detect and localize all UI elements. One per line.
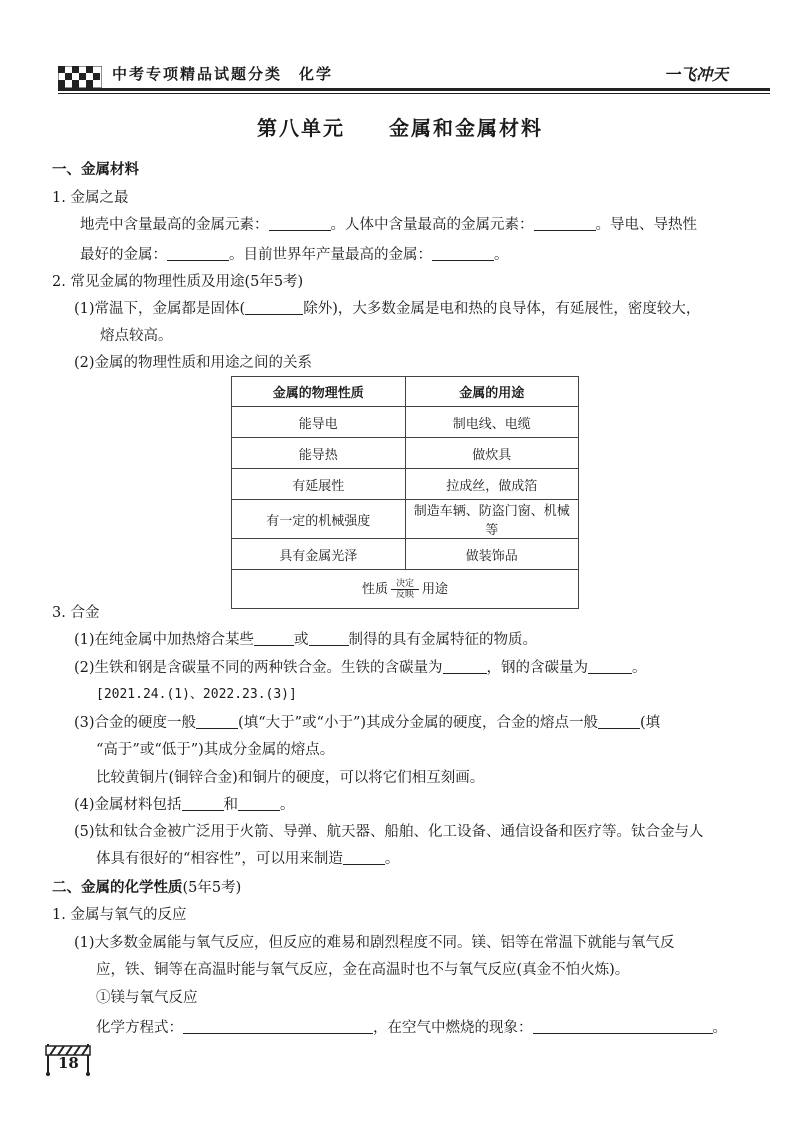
table-header-cell: 金属的物理性质 xyxy=(232,377,406,407)
item3-p3: (3)合金的硬度一般 (填“大于”或“小于”)其成分金属的硬度，合金的熔点一般 (填 xyxy=(74,715,661,731)
equation-line: 化学方程式： ，在空气中燃烧的现象： 。 xyxy=(96,1020,727,1036)
table-cell: 能导电 xyxy=(232,407,406,438)
item3-p5-cont: 体具有很好的“相容性”，可以用来制造 。 xyxy=(96,851,400,867)
table-header-row xyxy=(232,377,579,407)
table-cell: 做装饰品 xyxy=(405,539,579,570)
table-footer-cell: 性质 $\frac{\text{决定}}{\text{反映}}$ 用途 xyxy=(232,570,579,609)
table-row xyxy=(232,539,579,570)
table-cell: 制造车辆、防盗门窗、机械等 xyxy=(405,500,579,539)
section2-item1-p1-cont: 应，铁、铜等在高温时能与氧气反应，金在高温时也不与氧气反应(真金不怕火炼)。 xyxy=(96,962,630,978)
item3-title: 3. 合金 xyxy=(52,605,100,621)
table-header-cell: 金属的用途 xyxy=(405,377,579,407)
answer-blank[interactable] xyxy=(167,246,229,261)
brand-logo: 一飞冲天 xyxy=(664,65,729,84)
answer-blank[interactable] xyxy=(254,631,294,646)
item3-p3-cont: “高于”或“低于”)其成分金属的熔点。 xyxy=(96,742,335,758)
item3-p3-note: 比较黄铜片(铜锌合金)和铜片的硬度，可以将它们相互刻画。 xyxy=(96,770,485,786)
properties-table xyxy=(231,376,579,609)
table-cell: 做炊具 xyxy=(405,438,579,469)
table-cell: 能导热 xyxy=(232,438,406,469)
answer-blank[interactable] xyxy=(343,850,385,865)
item3-p4: (4)金属材料包括 和 。 xyxy=(74,797,295,813)
answer-blank[interactable] xyxy=(183,1019,373,1034)
header-rule xyxy=(58,88,770,91)
item1-line1: 地壳中含量最高的金属元素： 。人体中含量最高的金属元素： 。导电、导热性 xyxy=(80,217,697,233)
section1-heading: 一、金属材料 xyxy=(52,161,139,178)
table-row xyxy=(232,469,579,500)
table-row xyxy=(232,500,579,539)
answer-blank[interactable] xyxy=(269,216,331,231)
answer-blank[interactable] xyxy=(196,714,238,729)
table-cell: 拉成丝，做成箔 xyxy=(405,469,579,500)
table-cell: 有延展性 xyxy=(232,469,406,500)
item2-p1: (1)常温下，金属都是固体( 除外)，大多数金属是电和热的良导体，有延展性，密度较大， xyxy=(74,301,701,317)
header-checker-icon xyxy=(58,66,102,88)
page-number: 18 xyxy=(58,1054,79,1072)
answer-blank[interactable] xyxy=(432,246,494,261)
exam-reference: [2021.24.(1)、2022.23.(3)] xyxy=(96,687,297,702)
unit-title: 第八单元 金属和金属材料 xyxy=(257,116,543,140)
section2-item1-title: 1. 金属与氧气的反应 xyxy=(52,907,187,923)
answer-blank[interactable] xyxy=(182,796,224,811)
table-row xyxy=(232,438,579,469)
table-cell: 具有金属光泽 xyxy=(232,539,406,570)
section2-item1-p1: (1)大多数金属能与氧气反应，但反应的难易和剧烈程度不同。镁、铝等在常温下就能与氧气反 xyxy=(74,935,675,951)
answer-blank[interactable] xyxy=(598,714,640,729)
answer-blank[interactable] xyxy=(245,300,303,315)
table-cell: 有一定的机械强度 xyxy=(232,500,406,539)
item2-p1-cont: 熔点较高。 xyxy=(100,328,173,344)
answer-blank[interactable] xyxy=(443,659,487,674)
answer-blank[interactable] xyxy=(588,659,632,674)
item3-p1: (1)在纯金属中加热熔合某些 或 制得的具有金属特征的物质。 xyxy=(74,632,538,648)
header-rule-thin xyxy=(58,93,770,94)
item1-line2: 最好的金属： 。目前世界年产量最高的金属： 。 xyxy=(80,247,509,263)
item1-title: 1. 金属之最 xyxy=(52,190,129,206)
answer-blank[interactable] xyxy=(533,1019,713,1034)
magnesium-subitem: ①镁与氧气反应 xyxy=(96,990,198,1006)
relation-arrow: $\frac{\text{决定}}{\text{反映}}$ xyxy=(391,579,419,600)
table-footer-row xyxy=(232,570,579,609)
answer-blank[interactable] xyxy=(309,631,349,646)
item2-title: 2. 常见金属的物理性质及用途(5年5考) xyxy=(52,274,304,290)
item3-p5: (5)钛和钛合金被广泛用于火箭、导弹、航天器、船舶、化工设备、通信设备和医疗等。钛合金与人 xyxy=(74,824,704,840)
answer-blank[interactable] xyxy=(238,796,280,811)
section2-heading: 二、金属的化学性质(5年5考) xyxy=(52,879,242,896)
series-title: 中考专项精品试题分类 化学 xyxy=(112,65,334,83)
table-row xyxy=(232,407,579,438)
table-cell: 制电线、电缆 xyxy=(405,407,579,438)
item3-p2: (2)生铁和钢是含碳量不同的两种铁合金。生铁的含碳量为 ，钢的含碳量为 。 xyxy=(74,660,647,676)
answer-blank[interactable] xyxy=(534,216,596,231)
item2-p2: (2)金属的物理性质和用途之间的关系 xyxy=(74,355,313,371)
